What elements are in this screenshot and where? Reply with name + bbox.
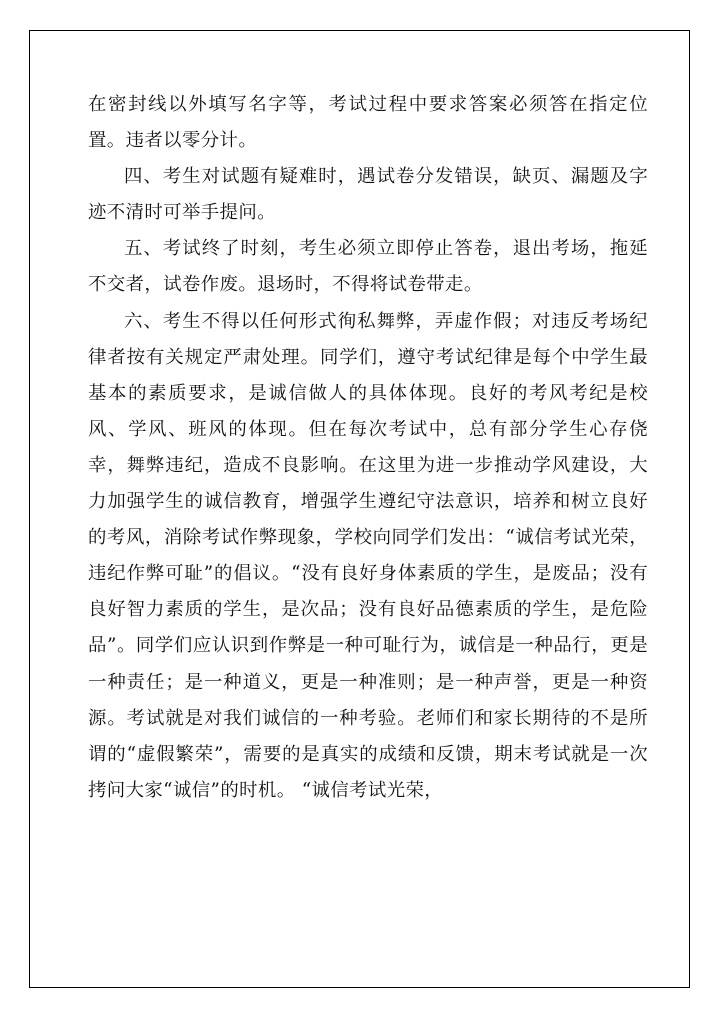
paragraph-rule-six-integrity: 六、考生不得以任何形式徇私舞弊，弄虚作假；对违反考场纪律者按有关规定严肃处理。同学们，遵守考试纪律是每个中学生最基本的素质要求，是诚信做人的具体体现。良好的考风考纪是校风、学风、班风的体现。但在每次考试中，总有部分学生心存侥幸，舞弊违纪，造成不良影响。在这里为进一步推动学风建设，大力加强学生的诚信教育，增强学生遵纪守法意识，培养和树立良好的考风，消除考试作弊现象，学校向同学们发出：“诚信考试光荣，违纪作弊可耻”的倡议。“没有良好身体素质的学生，是废品；没有良好智力素质的学生，是次品；没有良好品德素质的学生，是危险品”。同学们应认识到作弊是一种可耻行为，诚信是一种品行，更是一种责任；是一种道义，更是一种准则；是一种声誉，更是一种资源。考试就是对我们诚信的一种考验。老师们和家长期待的不是所谓的“虚假繁荣”，需要的是真实的成绩和反馈，期末考试就是一次拷问大家“诚信”的时机。 “诚信考试光荣， xyxy=(88,310,648,801)
paragraph-rule-four: 四、考生对试题有疑难时，遇试卷分发错误，缺页、漏题及字迹不清时可举手提问。 xyxy=(88,166,648,224)
document-body xyxy=(88,87,648,809)
paragraph-rule-five: 五、考试终了时刻，考生必须立即停止答卷，退出考场，拖延不交者，试卷作废。退场时，不得将试卷带走。 xyxy=(88,238,648,296)
paragraph-exam-rules-continued: 在密封线以外填写名字等，考试过程中要求答案必须答在指定位置。违者以零分计。 xyxy=(88,94,648,152)
